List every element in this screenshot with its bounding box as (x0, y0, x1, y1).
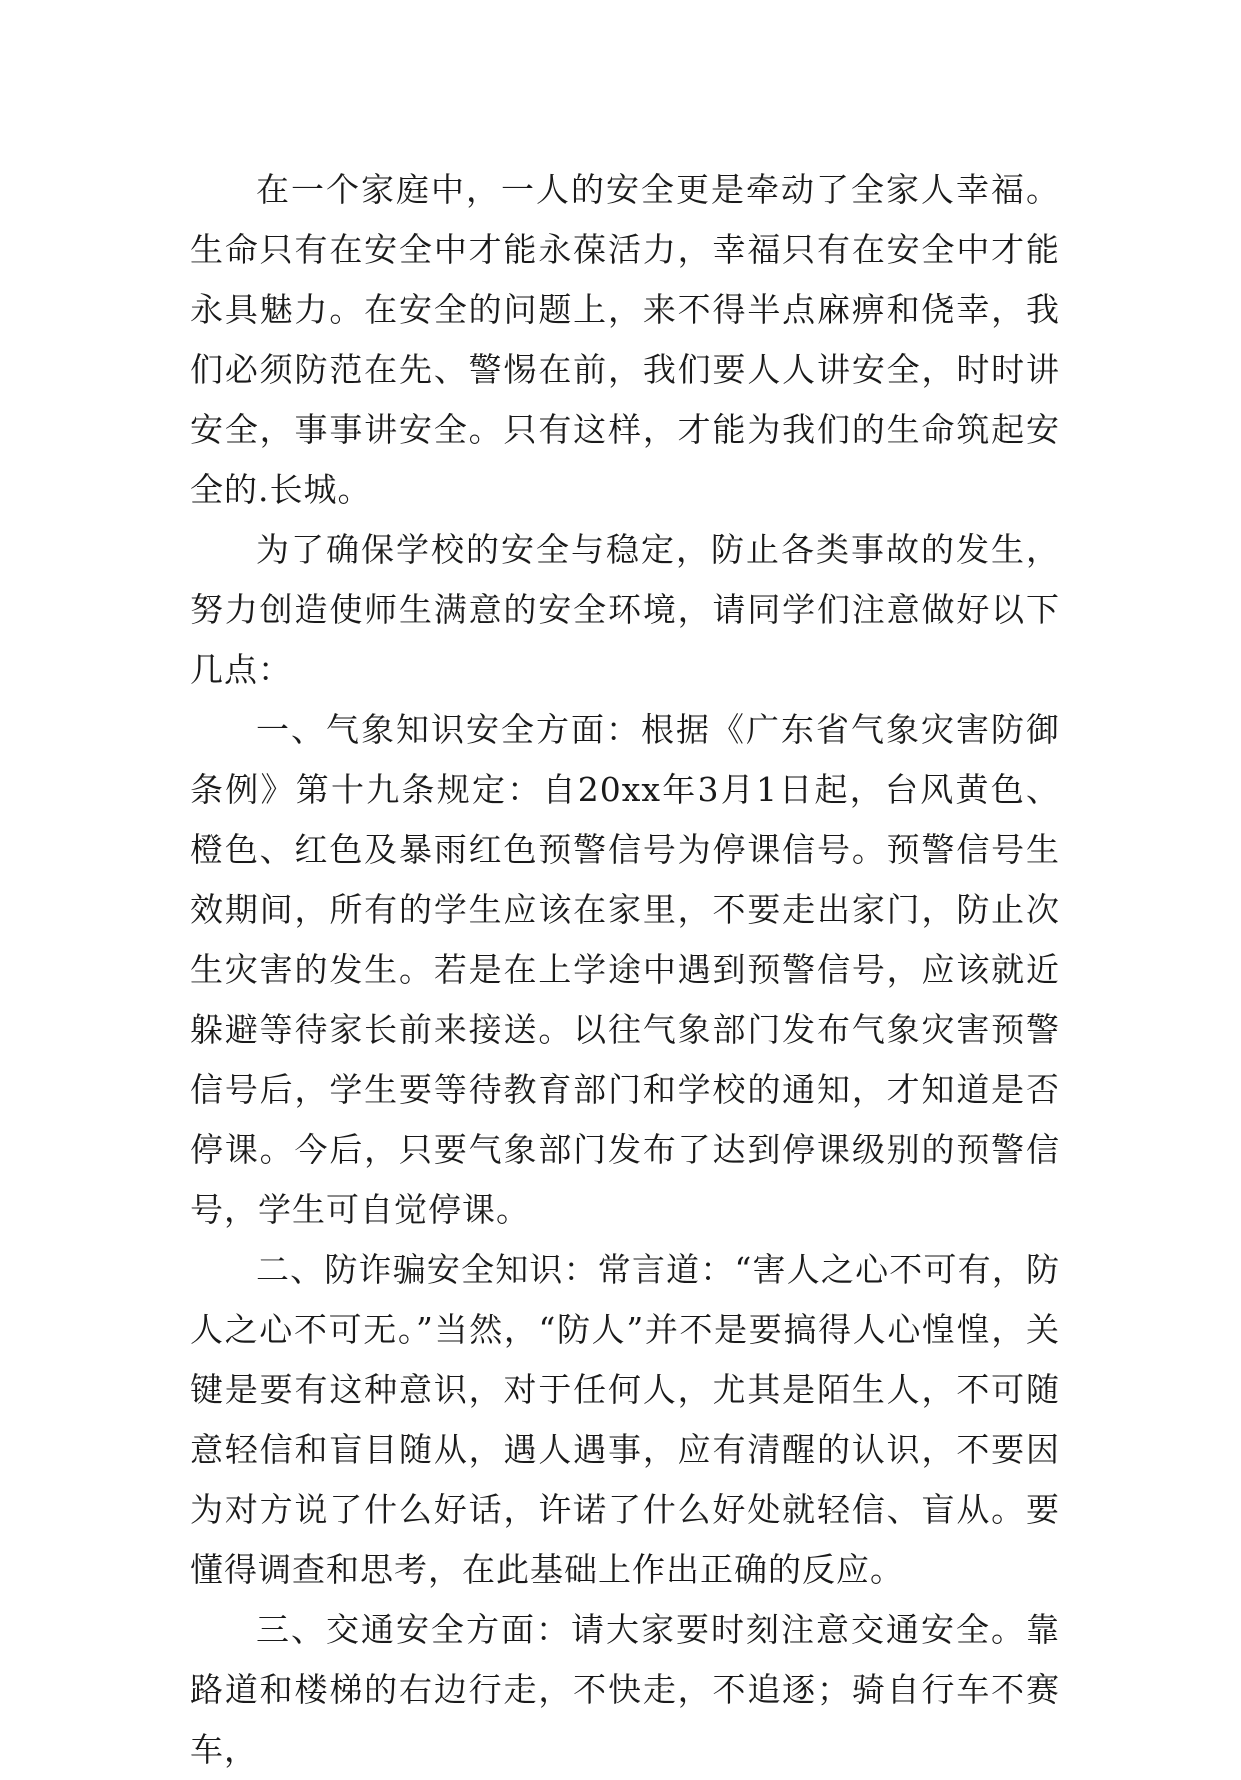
paragraph-anti-fraud: 二、防诈骗安全知识：常言道：“害人之心不可有，防人之心不可无。”当然，“防人”并不是要搞得人心惶惶，关键是要有这种意识，对于任何人，尤其是陌生人，不可随意轻信和盲目随从，遇人遇事，应有清醒的认识，不要因为对方说了什么好话，许诺了什么好处就轻信、盲从。要懂得调查和思考，在此基础上作出正确的反应。 (190, 1250, 1060, 1589)
paragraph-school-safety-intro: 为了确保学校的安全与稳定，防止各类事故的发生，努力创造使师生满意的安全环境，请同学们注意做好以下几点： (190, 530, 1060, 689)
paragraph-weather-safety: 一、气象知识安全方面：根据《广东省气象灾害防御条例》第十九条规定：自20xx年3月1日起，台风黄色、橙色、红色及暴雨红色预警信号为停课信号。预警信号生效期间，所有的学生应该在家里，不要走出家门，防止次生灾害的发生。若是在上学途中遇到预警信号，应该就近躲避等待家长前来接送。以往气象部门发布气象灾害预警信号后，学生要等待教育部门和学校的通知，才知道是否停课。今后，只要气象部门发布了达到停课级别的预警信号，学生可自觉停课。 (190, 710, 1060, 1229)
document-body (190, 160, 1060, 1780)
paragraph-family-safety: 在一个家庭中，一人的安全更是牵动了全家人幸福。生命只有在安全中才能永葆活力，幸福只有在安全中才能永具魅力。在安全的问题上，来不得半点麻痹和侥幸，我们必须防范在先、警惕在前，我们要人人讲安全，时时讲安全，事事讲安全。只有这样，才能为我们的生命筑起安全的.长城。 (190, 170, 1060, 509)
paragraph-traffic-safety: 三、交通安全方面：请大家要时刻注意交通安全。靠路道和楼梯的右边行走，不快走，不追逐；骑自行车不赛车， (190, 1610, 1060, 1769)
